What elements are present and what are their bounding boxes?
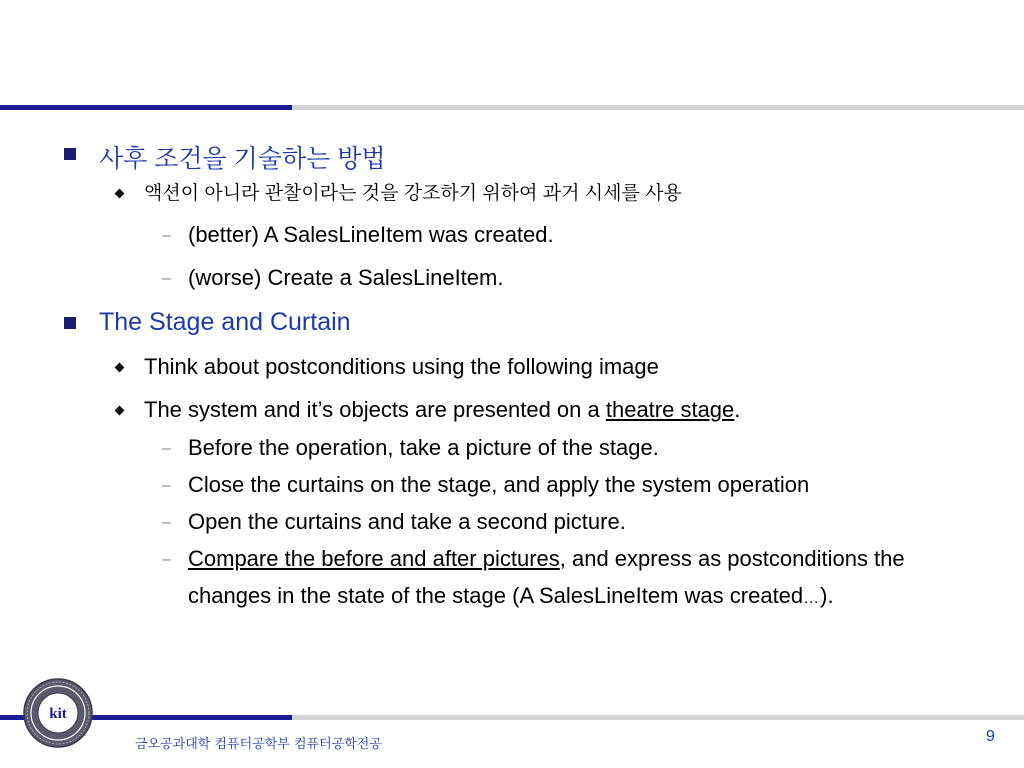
heading-text: 사후 조건을 기술하는 방법 [99, 145, 386, 173]
point-text: 액션이 아니라 관찰이라는 것을 강조하기 위하여 과거 시세를 사용 [144, 183, 682, 204]
diamond-bullet-icon [115, 189, 125, 199]
subpoint-text: (better) A SalesLineItem was created. [188, 222, 554, 247]
point-text-after: . [734, 397, 741, 422]
bottom-divider-rest [292, 715, 1024, 720]
subpoint-text: Close the curtains on the stage, and apply the system operation [188, 472, 810, 497]
heading-postcondition-method [64, 139, 386, 175]
subpoint-before-operation [162, 429, 659, 466]
subpoint-better [162, 216, 554, 253]
compare-rest-text: , and express as postconditions the changes in the state of the stage (A SalesLineItem was created [188, 546, 905, 608]
point-theatre-stage [116, 397, 740, 423]
diamond-bullet-icon [115, 406, 125, 416]
subpoint-text: Open the curtains and take a second picture. [188, 509, 626, 534]
heading-stage-curtain [64, 308, 351, 337]
point-past-tense [116, 181, 682, 207]
heading-text: The Stage and Curtain [99, 308, 351, 336]
dash-bullet-icon: – [162, 270, 171, 287]
compare-end-text: ). [820, 583, 834, 608]
university-logo [22, 677, 94, 749]
square-bullet-icon [64, 148, 76, 160]
subpoint-open-curtains [162, 503, 626, 540]
subpoint-close-curtains [162, 466, 809, 503]
point-text-before: The system and it’s objects are presented on a [144, 397, 606, 422]
bottom-divider [0, 715, 1024, 720]
dash-bullet-icon: – [162, 440, 171, 457]
compare-pictures-link[interactable]: Compare the before and after pictures [188, 546, 560, 571]
square-bullet-icon [64, 317, 76, 329]
diamond-bullet-icon [115, 363, 125, 373]
kit-emblem-icon [22, 677, 94, 749]
dash-bullet-icon: – [162, 514, 171, 531]
logo-text: kit [49, 706, 67, 722]
dash-bullet-icon: – [162, 551, 171, 568]
point-think-about [116, 354, 659, 380]
subpoint-text [188, 540, 988, 617]
subpoint-compare [162, 540, 988, 617]
subpoint-text: Before the operation, take a picture of the stage. [188, 435, 659, 460]
page-number: 9 [986, 728, 995, 745]
subpoint-worse [162, 259, 503, 296]
point-text: Think about postconditions using the following image [144, 354, 659, 379]
dash-bullet-icon: – [162, 477, 171, 494]
subpoint-text: (worse) Create a SalesLineItem. [188, 265, 504, 290]
ellipsis-text: … [803, 590, 821, 607]
footer-department: 금오공과대학 컴퓨터공학부 컴퓨터공학전공 [135, 737, 382, 752]
theatre-stage-link[interactable]: theatre stage [605, 397, 735, 422]
dash-bullet-icon: – [162, 227, 171, 244]
point-text [144, 397, 740, 423]
